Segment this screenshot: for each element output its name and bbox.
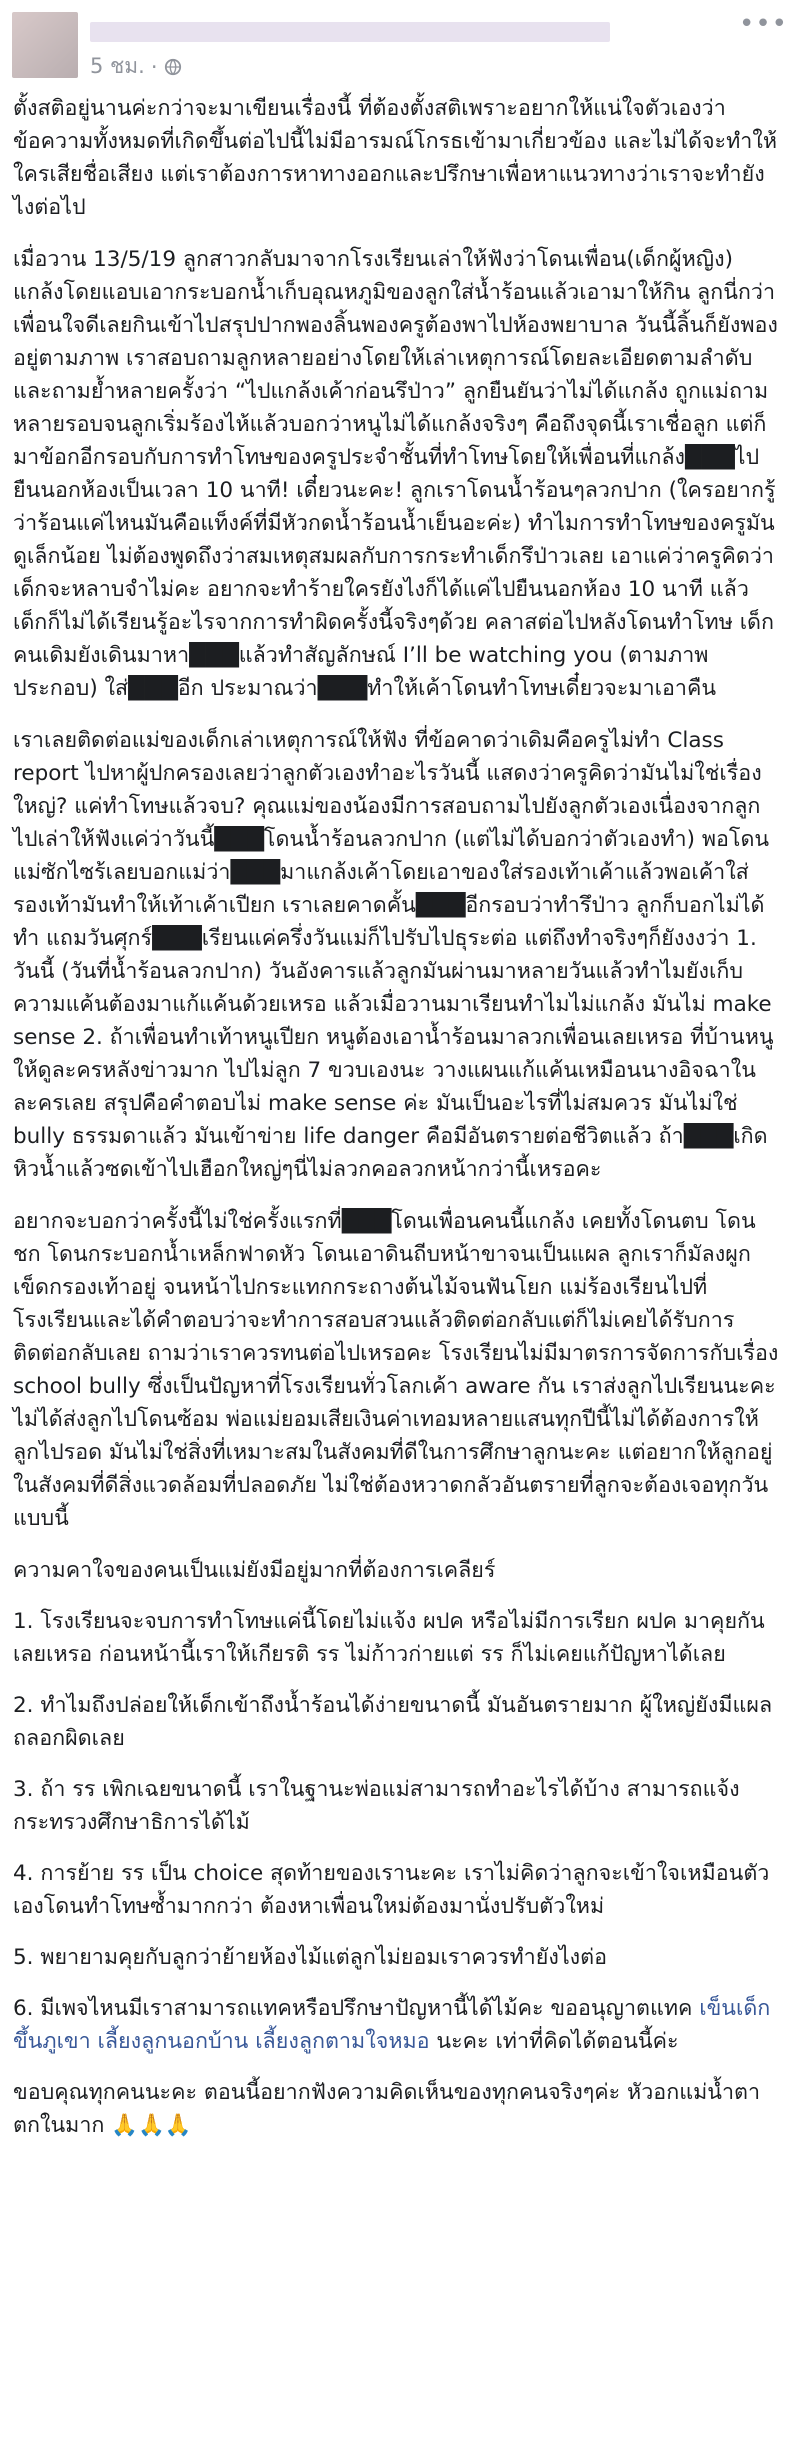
- concern-item-4: 4. การย้าย รร เป็น choice สุดท้ายของเรานะคะ เราไม่คิดว่าลูกจะเข้าใจเหมือนตัวเองโดนทำโทษซ้ำมากกว่า ต้องหาเพื่อนใหม่ต้องมานั่งปรับตัวใหม่: [13, 1861, 770, 1919]
- dot-separator: ·: [150, 54, 158, 79]
- post-meta: [90, 50, 182, 83]
- concern-item-2: 2. ทำไมถึงปล่อยให้เด็กเข้าถึงน้ำร้อนได้ง่ายขนาดนี้ มันอันตรายมาก ผู้ใหญ่ยังมีแผลถลอกผิดเลย: [13, 1693, 773, 1751]
- post-header: [0, 0, 800, 92]
- concern-item-3: 3. ถ้า รร เพิกเฉยขนาดนี้ เราในฐานะพ่อแม่สามารถทำอะไรได้บ้าง สามารถแจ้งกระทรวงศึกษาธิการได้ไม้: [13, 1777, 740, 1835]
- post-paragraph-2: เมื่อวาน 13/5/19 ลูกสาวกลับมาจากโรงเรียนเล่าให้ฟังว่าโดนเพื่อน(เด็กผู้หญิง) แกล้งโดยแอบเอากระบอกน้ำเก็บอุณหภูมิของลูกใส่น้ำร้อนแล้วเอามาให้กิน ลูกนี่กว่าเพื่อนใจดีเลยกินเข้าไปสรุปปากพองลิ้นพองครูต้องพาไปห้องพยาบาล วันนี้ลิ้นก็ยังพองอยู่ตามภาพ เราสอบถามลูกหลายอย่างโดยให้เล่าเหตุการณ์โดยละเอียดตามลำดับ และถามย้ำหลายครั้งว่า “ไปแกล้งเค้าก่อนรึป่าว” ลูกยืนยันว่าไม่ได้แกล้ง ถูกแม่ถามหลายรอบจนลูกเริ่มร้องไห้แล้วบอกว่าหนูไม่ได้แกล้งจริงๆ คือถึงจุดนี้เราเชื่อลูก แต่ก็มาข้อกอีกรอบกับการทำโทษของครูประจำชั้นที่ทำโทษโดยให้เพื่อนที่แกล้ง███ไปยืนนอกห้องเป็นเวลา 10 นาที! เดี๋ยวนะคะ! ลูกเราโดนน้ำร้อนๆลวกปาก (ใครอยากรู้ว่าร้อนแค่ไหนมันคือแท็งค์ที่มีหัวกดน้ำร้อนน้ำเย็นอะค่ะ) ทำไมการทำโทษของครูมันดูเล็กน้อย ไม่ต้องพูดถึงว่าสมเหตุสมผลกับการกระทำเด็กรึป่าวเลย เอาแค่ว่าครูคิดว่าเด็กจะหลาบจำไม่คะ อยากจะทำร้ายใครยังไงก็ได้แค่ไปยืนนอกห้อง 10 นาที แล้วเด็กก็ไม่ได้เรียนรู้อะไรจากการทำผิดครั้งนี้จริงๆด้วย คลาสต่อไปหลังโดนทำโทษ เด็กคนเดิมยังเดินมาหา███แล้วทำสัญลักษณ์ I’ll be watching you (ตามภาพประกอบ) ใส่███อีก ประมาณว่า███ทำให้เค้าโดนทำโทษเดี๋ยวจะมาเอาคืน: [13, 247, 778, 701]
- post-body: [13, 92, 786, 2161]
- concern-item-1: 1. โรงเรียนจะจบการทำโทษแค่นี้โดยไม่แจ้ง ผปค หรือไม่มีการเรียก ผปค มาคุยกันเลยเหรอ ก่อนหน้านี้เราให้เกียรติ รร ไม่ก้าวก่ายแต่ รร ก็ไม่เคยแก้ปัญหาได้เลย: [13, 1609, 765, 1667]
- item6-prefix: 6. มีเพจไหนมีเราสามารถแทคหรือปรึกษาปัญหานี้ได้ไม้คะ ขออนุญาตแทค: [13, 1996, 700, 2021]
- globe-icon[interactable]: [164, 58, 182, 76]
- post-paragraph-1: ตั้งสติอยู่นานค่ะกว่าจะมาเขียนเรื่องนี้ ที่ต้องตั้งสติเพราะอยากให้แน่ใจตัวเองว่าข้อความทั้งหมดที่เกิดขึ้นต่อไปนี้ไม่มีอารมณ์โกรธเข้ามาเกี่ยวข้อง และไม่ได้จะทำให้ใครเสียชื่อเสียง แต่เราต้องการหาทางออกและปรึกษาเพื่อหาแนวทางว่าเราจะทำยังไงต่อไป: [13, 96, 778, 220]
- post-paragraph-3: เราเลยติดต่อแม่ของเด็กเล่าเหตุการณ์ให้ฟัง ที่ข้อคาดว่าเดิมคือครูไม่ทำ Class report ไปหาผู้ปกครองเลยว่าลูกตัวเองทำอะไรวันนี้ แสดงว่าครูคิดว่ามันไม่ใช่เรื่องใหญ่? แค่ทำโทษแล้วจบ? คุณแม่ของน้องมีการสอบถามไปยังลูกตัวเองเนื่องจากลูกไปเล่าให้ฟังแค่ว่าวันนี้███โดนน้ำร้อนลวกปาก (แต่ไม่ได้บอกว่าตัวเองทำ) พอโดนแม่ซักไซร้เลยบอกแม่ว่า███มาแกล้งเค้าโดยเอาของใส่รองเท้าเค้าแล้วพอเค้าใส่รองเท้ามันทำให้เท้าเค้าเปียก เราเลยคาดคั้น███อีกรอบว่าทำรึป่าว ลูกก็บอกไม่ได้ทำ แถมวันศุกร์███เรียนแค่ครึ่งวันแม่ก็ไปรับไปธุระต่อ แต่ถึงทำจริงๆก็ยังงงว่า 1. วันนี้ (วันที่น้ำร้อนลวกปาก) วันอังคารแล้วลูกมันผ่านมาหลายวันแล้วทำไมยังเก็บความแค้นต้องมาแก้แค้นด้วยเหรอ แล้วเมื่อวานมาเรียนทำไมไม่แกล้ง มันไม่ make sense 2. ถ้าเพื่อนทำเท้าหนูเปียก หนูต้องเอาน้ำร้อนมาลวกเพื่อนเลยเหรอ ที่บ้านหนูให้ดูละครหลังข่าวมาก ไปไม่ลูก 7 ขวบเองนะ วางแผนแก้แค้นเหมือนนางอิจฉาในละครเลย สรุปคือคำตอบไม่ make sense ค่ะ มันเป็นอะไรที่ไม่สมควร มันไม่ใช่ bully ธรรมดาแล้ว มันเข้าข่าย life danger คือมีอันตรายต่อชีวิตแล้ว ถ้า███เกิดหิวน้ำแล้วซดเข้าไปเฮือกใหญ่ๆนี่ไม่ลวกคอลวกหน้ากว่านี้เหรอคะ: [13, 728, 779, 1182]
- avatar[interactable]: [12, 12, 78, 78]
- author-name-redacted[interactable]: [90, 22, 610, 42]
- closing-text: ขอบคุณทุกคนนะคะ ตอนนี้อยากฟังความคิดเห็นของทุกคนจริงๆค่ะ หัวอกแม่น้ำตาตกในมาก: [13, 2080, 761, 2138]
- tagged-pages-links[interactable]: เข็นเด็กขึ้นภูเขา เลี้ยงลูกนอกบ้าน เลี้ยงลูกตามใจหมอ: [13, 1996, 771, 2054]
- concerns-intro: ความคาใจของคนเป็นแม่ยังมีอยู่มากที่ต้องการเคลียร์: [13, 1558, 496, 1583]
- item6-suffix: นะคะ เท่าที่คิดได้ตอนนี้ค่ะ: [429, 2029, 679, 2054]
- more-options-icon[interactable]: •••: [738, 9, 788, 39]
- concern-item-5: 5. พยายามคุยกับลูกว่าย้ายห้องไม้แต่ลูกไม่ยอมเราควรทำยังไงต่อ: [13, 1945, 608, 1970]
- post-paragraph-4: อยากจะบอกว่าครั้งนี้ไม่ใช่ครั้งแรกที่███โดนเพื่อนคนนี้แกล้ง เคยทั้งโดนตบ โดนชก โดนกระบอกน้ำเหล็กฟาดหัว โดนเอาดินถีบหน้าขาจนเป็นแผล ลูกเราก็มัลงผูกเข็ดกรองเท้าอยู่ จนหน้าไปกระแทกกระถางต้นไม้จนฟันโยก แม่ร้องเรียนไปที่โรงเรียนและได้คำตอบว่าจะทำการสอบสวนแล้วติดต่อกลับแต่ก็ไม่เคยได้รับการติดต่อกลับเลย ถามว่าเราควรทนต่อไปเหรอคะ โรงเรียนไม่มีมาตรการจัดการกับเรื่อง school bully ซึ่งเป็นปัญหาที่โรงเรียนทั่วโลกเค้า aware กัน เราส่งลูกไปเรียนนะคะไม่ได้ส่งลูกไปโดนซ้อม พ่อแม่ยอมเสียเงินค่าเทอมหลายแสนทุกปีนี้ไม่ได้ต้องการให้ลูกไปรอด มันไม่ใช่สิ่งที่เหมาะสมในสังคมที่ดีในการศึกษาลูกนะคะ แต่อยากให้ลูกอยู่ในสังคมที่ดีสิ่งแวดล้อมที่ปลอดภัย ไม่ใช่ต้องหวาดกลัวอันตรายที่ลูกจะต้องเจอทุกวันแบบนี้: [13, 1209, 786, 1531]
- concern-item-6: [13, 1992, 783, 2058]
- praying-hands-emoji: 🙏🙏🙏: [111, 2113, 192, 2138]
- closing-paragraph: [13, 2076, 783, 2142]
- post-time[interactable]: 5 ชม.: [90, 54, 145, 78]
